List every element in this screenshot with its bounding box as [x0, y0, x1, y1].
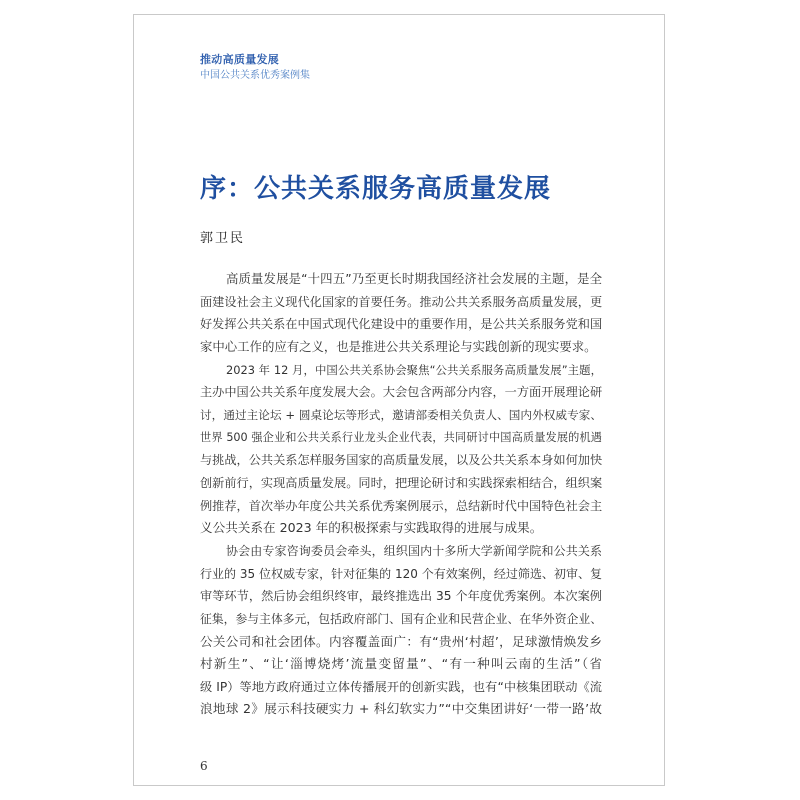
body-line: 讨，通过主论坛 + 圆桌论坛等形式，邀请部委相关负责人、国内外权威专家、: [200, 407, 602, 422]
body-line: 创新前行，实现高质量发展。同时，把理论研讨和实践探索相结合，组织案: [200, 475, 603, 490]
body-line: 与挑战，公共关系怎样服务国家的高质量发展，以及公共关系本身如何加快: [200, 453, 603, 468]
body-line: 级 IP）等地方政府通过立体传播展开的创新实践，也有“中核集团联动《流: [200, 679, 602, 694]
body-text: [200, 268, 602, 721]
body-line: 高质量发展是“十四五”乃至更长时期我国经济社会发展的主题，是全: [226, 271, 602, 286]
body-line: 主办中国公共关系年度发展大会。大会包含两部分内容，一方面开展理论研: [200, 385, 603, 400]
chapter-title: 序：公共关系服务高质量发展: [200, 174, 552, 204]
body-line: 好发挥公共关系在中国式现代化建设中的重要作用，是公共关系服务党和国: [200, 317, 603, 332]
body-line: 例推荐，首次举办年度公共关系优秀案例展示，总结新时代中国特色社会主: [200, 498, 603, 513]
body-line: 义公共关系在 2023 年的积极探索与实践取得的进展与成果。: [200, 520, 543, 536]
body-line: 征集，参与主体多元，包括政府部门、国有企业和民营企业、在华外资企业、: [200, 611, 602, 626]
body-line: 面建设社会主义现代化国家的首要任务。推动公共关系服务高质量发展，更: [200, 294, 603, 309]
running-header-subtitle: 中国公共关系优秀案例集: [200, 70, 310, 81]
body-line: 村新生”、“让‘淄博烧烤’流量变留量”、“有一种叫云南的生活”（省: [200, 656, 602, 672]
body-line: 2023 年 12 月，中国公共关系协会聚焦“公共关系服务高质量发展”主题，: [226, 362, 602, 377]
running-header-title: 推动高质量发展: [200, 53, 280, 66]
body-line: 浪地球 2》展示科技硬实力 + 科幻软实力”“中交集团讲好‘一带一路’故: [200, 701, 602, 717]
body-line: 家中心工作的应有之义，也是推进公共关系理论与实践创新的现实要求。: [200, 338, 597, 354]
body-line: 世界 500 强企业和公共关系行业龙头企业代表，共同研讨中国高质量发展的机遇: [200, 430, 602, 444]
body-line: 审等环节，然后协会组织终审，最终推选出 35 个年度优秀案例。本次案例: [200, 589, 602, 604]
body-line: 协会由专家咨询委员会牵头，组织国内十多所大学新闻学院和公共关系: [226, 543, 602, 558]
body-line: 公关公司和社会团体。内容覆盖面广：有“贵州‘村超’，足球激情焕发乡: [200, 633, 602, 649]
book-page: [133, 14, 665, 786]
author-name: 郭卫民: [200, 231, 246, 246]
page-number: 6: [200, 759, 208, 773]
body-line: 行业的 35 位权威专家，针对征集的 120 个有效案例，经过筛选、初审、复: [200, 566, 602, 581]
